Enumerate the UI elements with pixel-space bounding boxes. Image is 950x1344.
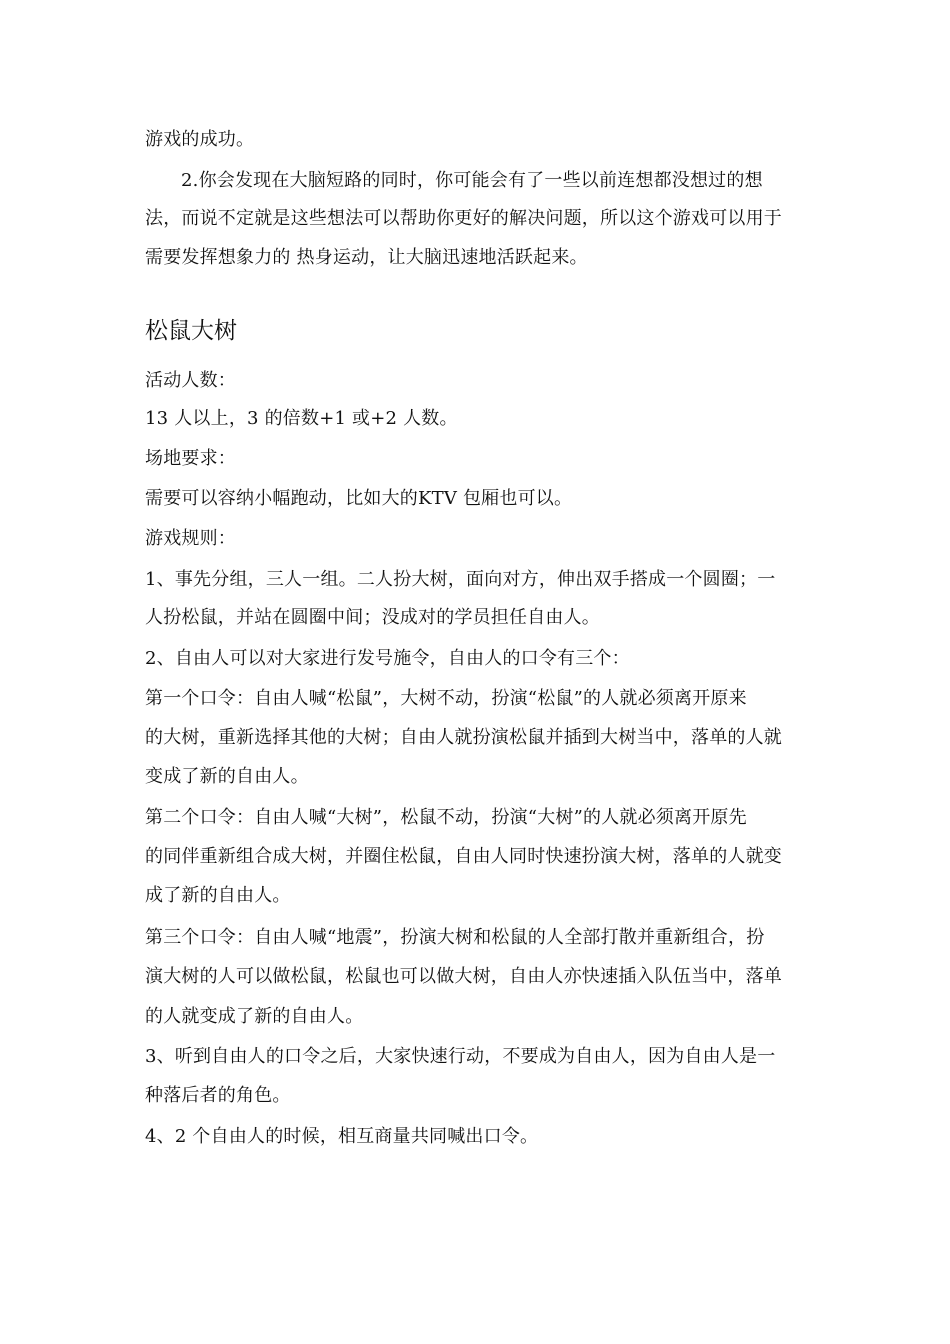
rule3-line-1: 3、听到自由人的口令之后，大家快速行动，不要成为自由人，因为自由人是一 bbox=[145, 1046, 776, 1067]
venue-label: 场地要求： bbox=[145, 448, 236, 469]
participants-value: 13 人以上，3 的倍数+1 或+2 人数。 bbox=[145, 408, 458, 429]
rule1-line-1: 1、事先分组，三人一组。二人扮大树，面向对方，伸出双手搭成一个圆圈；一 bbox=[145, 569, 776, 590]
rule2: 2、自由人可以对大家进行发号施令，自由人的口令有三个： bbox=[145, 648, 630, 669]
intro-point2-line-3: 需要发挥想象力的 热身运动，让大脑迅速地活跃起来。 bbox=[145, 247, 588, 268]
section-title: 松鼠大树 bbox=[145, 318, 237, 344]
command2-line-2: 的同伴重新组合成大树，并圈住松鼠，自由人同时快速扮演大树，落单的人就变 bbox=[145, 846, 782, 867]
rule3-line-2: 种落后者的角色。 bbox=[145, 1085, 291, 1106]
intro-continuation: 游戏的成功。 bbox=[145, 129, 255, 150]
intro-point2-line-1: 2.你会发现在大脑短路的同时，你可能会有了一些以前连想都没想过的想 bbox=[181, 170, 763, 191]
command2-line-1: 第二个口令：自由人喊“大树”，松鼠不动，扮演“大树”的人就必须离开原先 bbox=[145, 807, 747, 828]
participants-label: 活动人数： bbox=[145, 370, 236, 391]
command3-line-2: 演大树的人可以做松鼠，松鼠也可以做大树，自由人亦快速插入队伍当中，落单 bbox=[145, 966, 782, 987]
rules-label: 游戏规则： bbox=[145, 528, 236, 549]
rule4: 4、2 个自由人的时候，相互商量共同喊出口令。 bbox=[145, 1126, 539, 1147]
intro-point2-line-2: 法，而说不定就是这些想法可以帮助你更好的解决问题，所以这个游戏可以用于 bbox=[145, 208, 782, 229]
command3-line-1: 第三个口令：自由人喊“地震”，扮演大树和松鼠的人全部打散并重新组合，扮 bbox=[145, 927, 765, 948]
command1-line-3: 变成了新的自由人。 bbox=[145, 766, 309, 787]
command1-line-2: 的大树，重新选择其他的大树；自由人就扮演松鼠并插到大树当中，落单的人就 bbox=[145, 727, 782, 748]
venue-value: 需要可以容纳小幅跑动，比如大的KTV 包厢也可以。 bbox=[145, 488, 573, 509]
command1-line-1: 第一个口令：自由人喊“松鼠”，大树不动，扮演“松鼠”的人就必须离开原来 bbox=[145, 688, 747, 709]
command2-line-3: 成了新的自由人。 bbox=[145, 885, 291, 906]
command3-line-3: 的人就变成了新的自由人。 bbox=[145, 1006, 364, 1027]
rule1-line-2: 人扮松鼠，并站在圆圈中间；没成对的学员担任自由人。 bbox=[145, 607, 600, 628]
